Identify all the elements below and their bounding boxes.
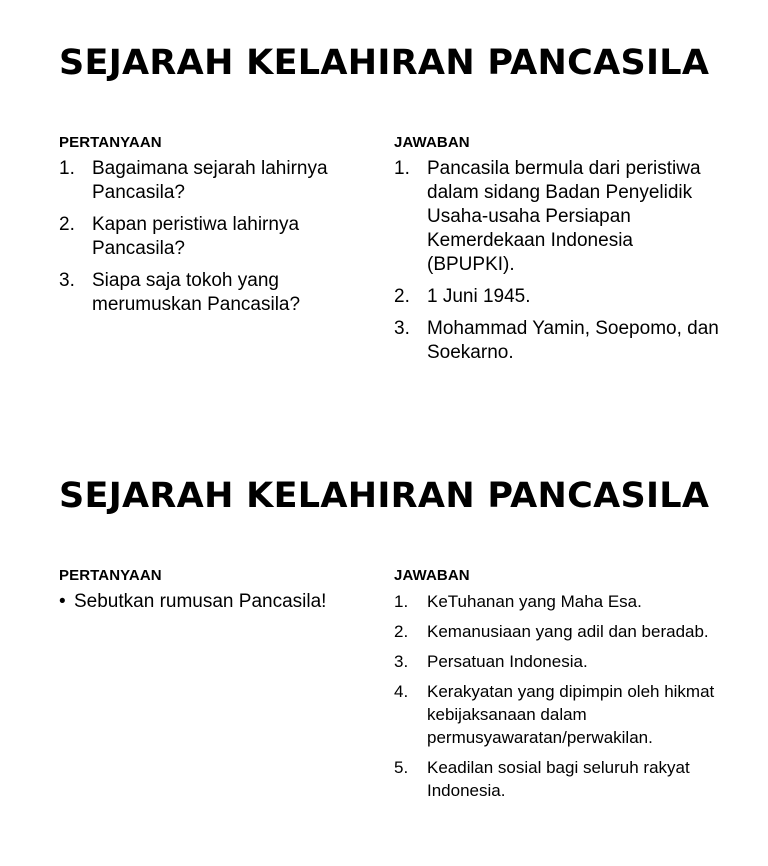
slide-title: SEJARAH KELAHIRAN PANCASILA	[59, 476, 710, 516]
list-marker: 4.	[394, 682, 409, 701]
answers-column	[394, 566, 724, 809]
question-text: Sebutkan rumusan Pancasila!	[74, 591, 327, 612]
list-item	[394, 590, 724, 613]
question-text: Siapa saja tokoh yang merumuskan Pancasila?	[92, 270, 301, 315]
list-item	[59, 269, 359, 317]
questions-list	[59, 157, 359, 317]
list-item	[59, 213, 359, 261]
questions-header: PERTANYAAN	[59, 567, 162, 584]
list-item	[394, 317, 724, 365]
answers-header: JAWABAN	[394, 567, 470, 584]
list-item	[394, 157, 724, 277]
answers-list	[394, 157, 724, 365]
answer-text: Mohammad Yamin, Soepomo, dan Soekarno.	[427, 318, 719, 363]
list-marker: 1.	[394, 592, 409, 611]
list-marker: 3.	[59, 270, 75, 291]
answer-text: Kemanusiaan yang adil dan beradab.	[427, 622, 709, 641]
answer-text: Kerakyatan yang dipimpin oleh hikmat kebijaksanaan dalam permusyawaratan/perwakilan.	[427, 682, 715, 747]
list-marker: 2.	[59, 214, 75, 235]
list-marker: 3.	[394, 652, 409, 671]
answers-column	[394, 133, 724, 373]
questions-list	[59, 590, 359, 614]
list-item	[394, 680, 724, 749]
bullet-marker: •	[59, 591, 66, 612]
list-item	[59, 157, 359, 205]
answer-text: 1 Juni 1945.	[427, 286, 531, 307]
list-marker: 1.	[59, 158, 75, 179]
answers-header: JAWABAN	[394, 134, 470, 151]
answer-text: KeTuhanan yang Maha Esa.	[427, 592, 642, 611]
questions-header: PERTANYAAN	[59, 134, 162, 151]
answer-text: Persatuan Indonesia.	[427, 652, 588, 671]
list-marker: 2.	[394, 622, 409, 641]
list-item	[394, 285, 724, 309]
question-text: Bagaimana sejarah lahirnya Pancasila?	[92, 158, 328, 203]
question-text: Kapan peristiwa lahirnya Pancasila?	[92, 214, 300, 259]
questions-column	[59, 566, 359, 622]
list-marker: 3.	[394, 318, 410, 339]
list-item	[394, 650, 724, 673]
list-item	[59, 590, 359, 614]
list-item	[394, 620, 724, 643]
answer-text: Keadilan sosial bagi seluruh rakyat Indonesia.	[427, 758, 690, 800]
slide-2	[0, 433, 768, 866]
answer-text: Pancasila bermula dari peristiwa dalam sidang Badan Penyelidik Usaha-usaha Persiapan Kemerdekaan Indonesia (BPUPKI).	[427, 158, 701, 275]
list-item	[394, 756, 724, 802]
list-marker: 1.	[394, 158, 410, 179]
list-marker: 5.	[394, 758, 409, 777]
answers-list	[394, 590, 724, 802]
list-marker: 2.	[394, 286, 410, 307]
questions-column	[59, 133, 359, 325]
slide-title: SEJARAH KELAHIRAN PANCASILA	[59, 43, 710, 83]
